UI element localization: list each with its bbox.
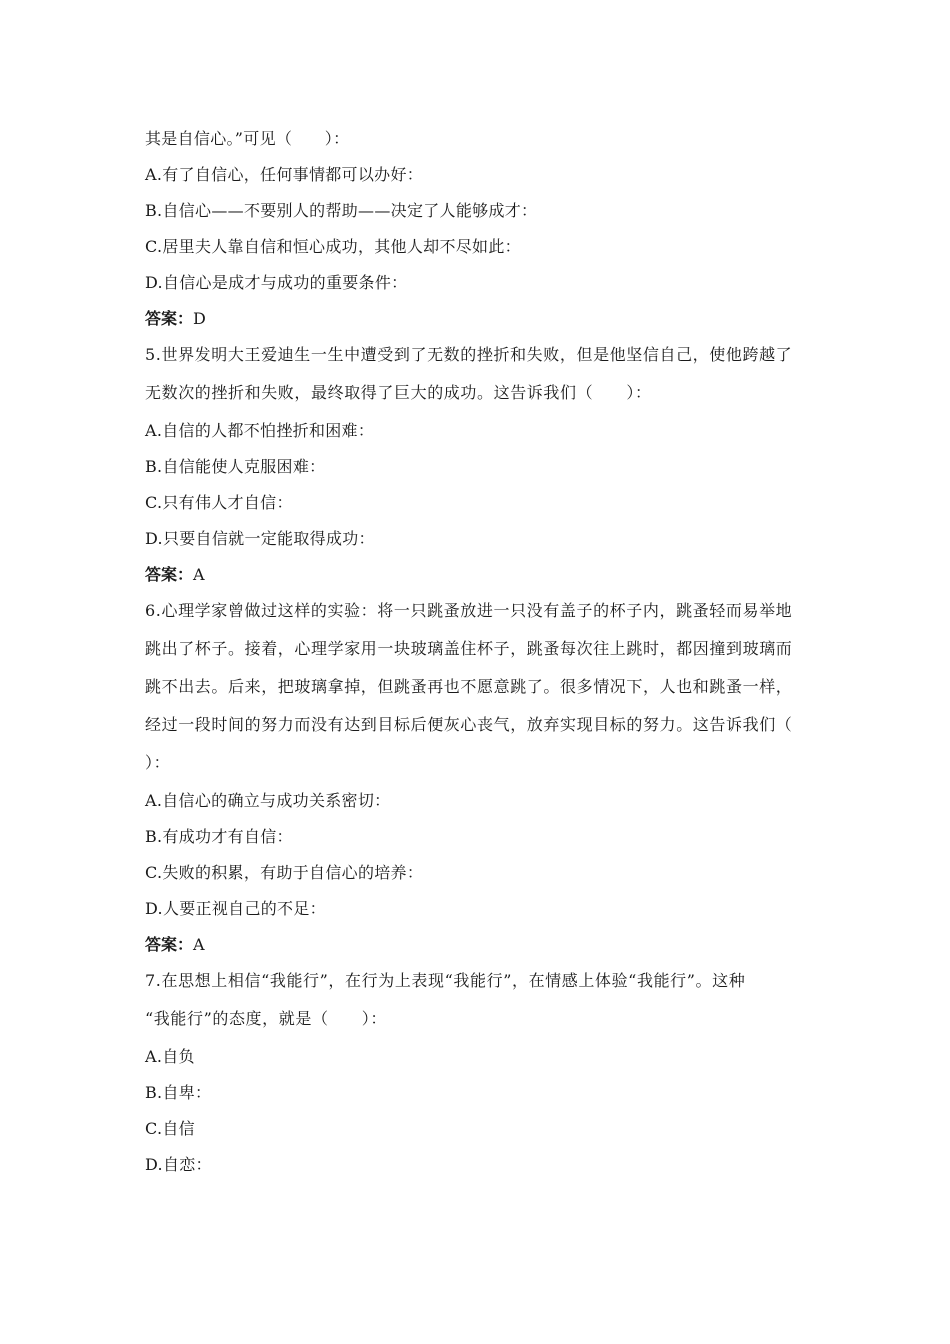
question-5-stem-line-2: 无数次的挫折和失败，最终取得了巨大的成功。这告诉我们（ ）： bbox=[145, 383, 652, 402]
question-7-option-a: A.自负 bbox=[145, 1047, 195, 1066]
question-6-option-d: D.人要正视自己的不足： bbox=[145, 899, 326, 918]
question-7-stem-line-2: “我能行”的态度，就是（ ）： bbox=[145, 1009, 387, 1028]
question-5-option-a: A.自信的人都不怕挫折和困难： bbox=[145, 421, 375, 440]
question-6-stem-line-5: ）： bbox=[145, 753, 171, 772]
question-5-stem-line-1: 5.世界发明大王爱迪生一生中遭受到了无数的挫折和失败，但是他坚信自己，使他跨越了 bbox=[145, 345, 793, 364]
answer-label: 答案： bbox=[145, 309, 194, 328]
answer-value: D bbox=[193, 309, 206, 328]
question-6-stem-line-1: 6.心理学家曾做过这样的实验：将一只跳蚤放进一只没有盖子的杯子内，跳蚤轻而易举地 bbox=[145, 601, 793, 620]
question-4-option-b: B.自信心——不要别人的帮助——决定了人能够成才： bbox=[145, 201, 538, 220]
question-5-option-c: C.只有伟人才自信： bbox=[145, 493, 293, 512]
answer-value: A bbox=[193, 565, 205, 584]
question-5-option-b: B.自信能使人克服困难： bbox=[145, 457, 326, 476]
question-6-option-a: A.自信心的确立与成功关系密切： bbox=[145, 791, 391, 810]
question-4-option-a: A.有了自信心，任何事情都可以办好： bbox=[145, 165, 424, 184]
question-6-stem-line-3: 跳不出去。后来，把玻璃拿掉，但跳蚤再也不愿意跳了。很多情况下，人也和跳蚤一样， bbox=[145, 677, 793, 696]
question-7-option-c: C.自信 bbox=[145, 1119, 195, 1138]
question-4-answer bbox=[145, 301, 810, 337]
question-4-stem-end: 其是自信心。”可见（ ）： bbox=[145, 129, 350, 148]
question-4-option-d: D.自信心是成才与成功的重要条件： bbox=[145, 273, 408, 292]
question-6-stem-line-4: 经过一段时间的努力而没有达到目标后便灰心丧气，放弃实现目标的努力。这告诉我们（ bbox=[145, 715, 793, 734]
answer-value: A bbox=[193, 935, 205, 954]
question-5-answer bbox=[145, 557, 810, 593]
answer-label: 答案： bbox=[145, 565, 194, 584]
question-7-option-b: B.自卑： bbox=[145, 1083, 212, 1102]
question-6-answer bbox=[145, 927, 810, 963]
question-4-option-c: C.居里夫人靠自信和恒心成功，其他人却不尽如此： bbox=[145, 237, 521, 256]
question-7-option-d: D.自恋： bbox=[145, 1155, 212, 1174]
question-6-option-b: B.有成功才有自信： bbox=[145, 827, 293, 846]
question-6-stem-line-2: 跳出了杯子。接着，心理学家用一块玻璃盖住杯子，跳蚤每次往上跳时，都因撞到玻璃而 bbox=[145, 639, 793, 658]
question-7-stem-line-1: 7.在思想上相信“我能行”，在行为上表现“我能行”，在情感上体验“我能行”。这种 bbox=[145, 971, 746, 990]
answer-label: 答案： bbox=[145, 935, 194, 954]
question-6-option-c: C.失败的积累，有助于自信心的培养： bbox=[145, 863, 424, 882]
question-content bbox=[145, 121, 810, 1183]
question-5-option-d: D.只要自信就一定能取得成功： bbox=[145, 529, 375, 548]
